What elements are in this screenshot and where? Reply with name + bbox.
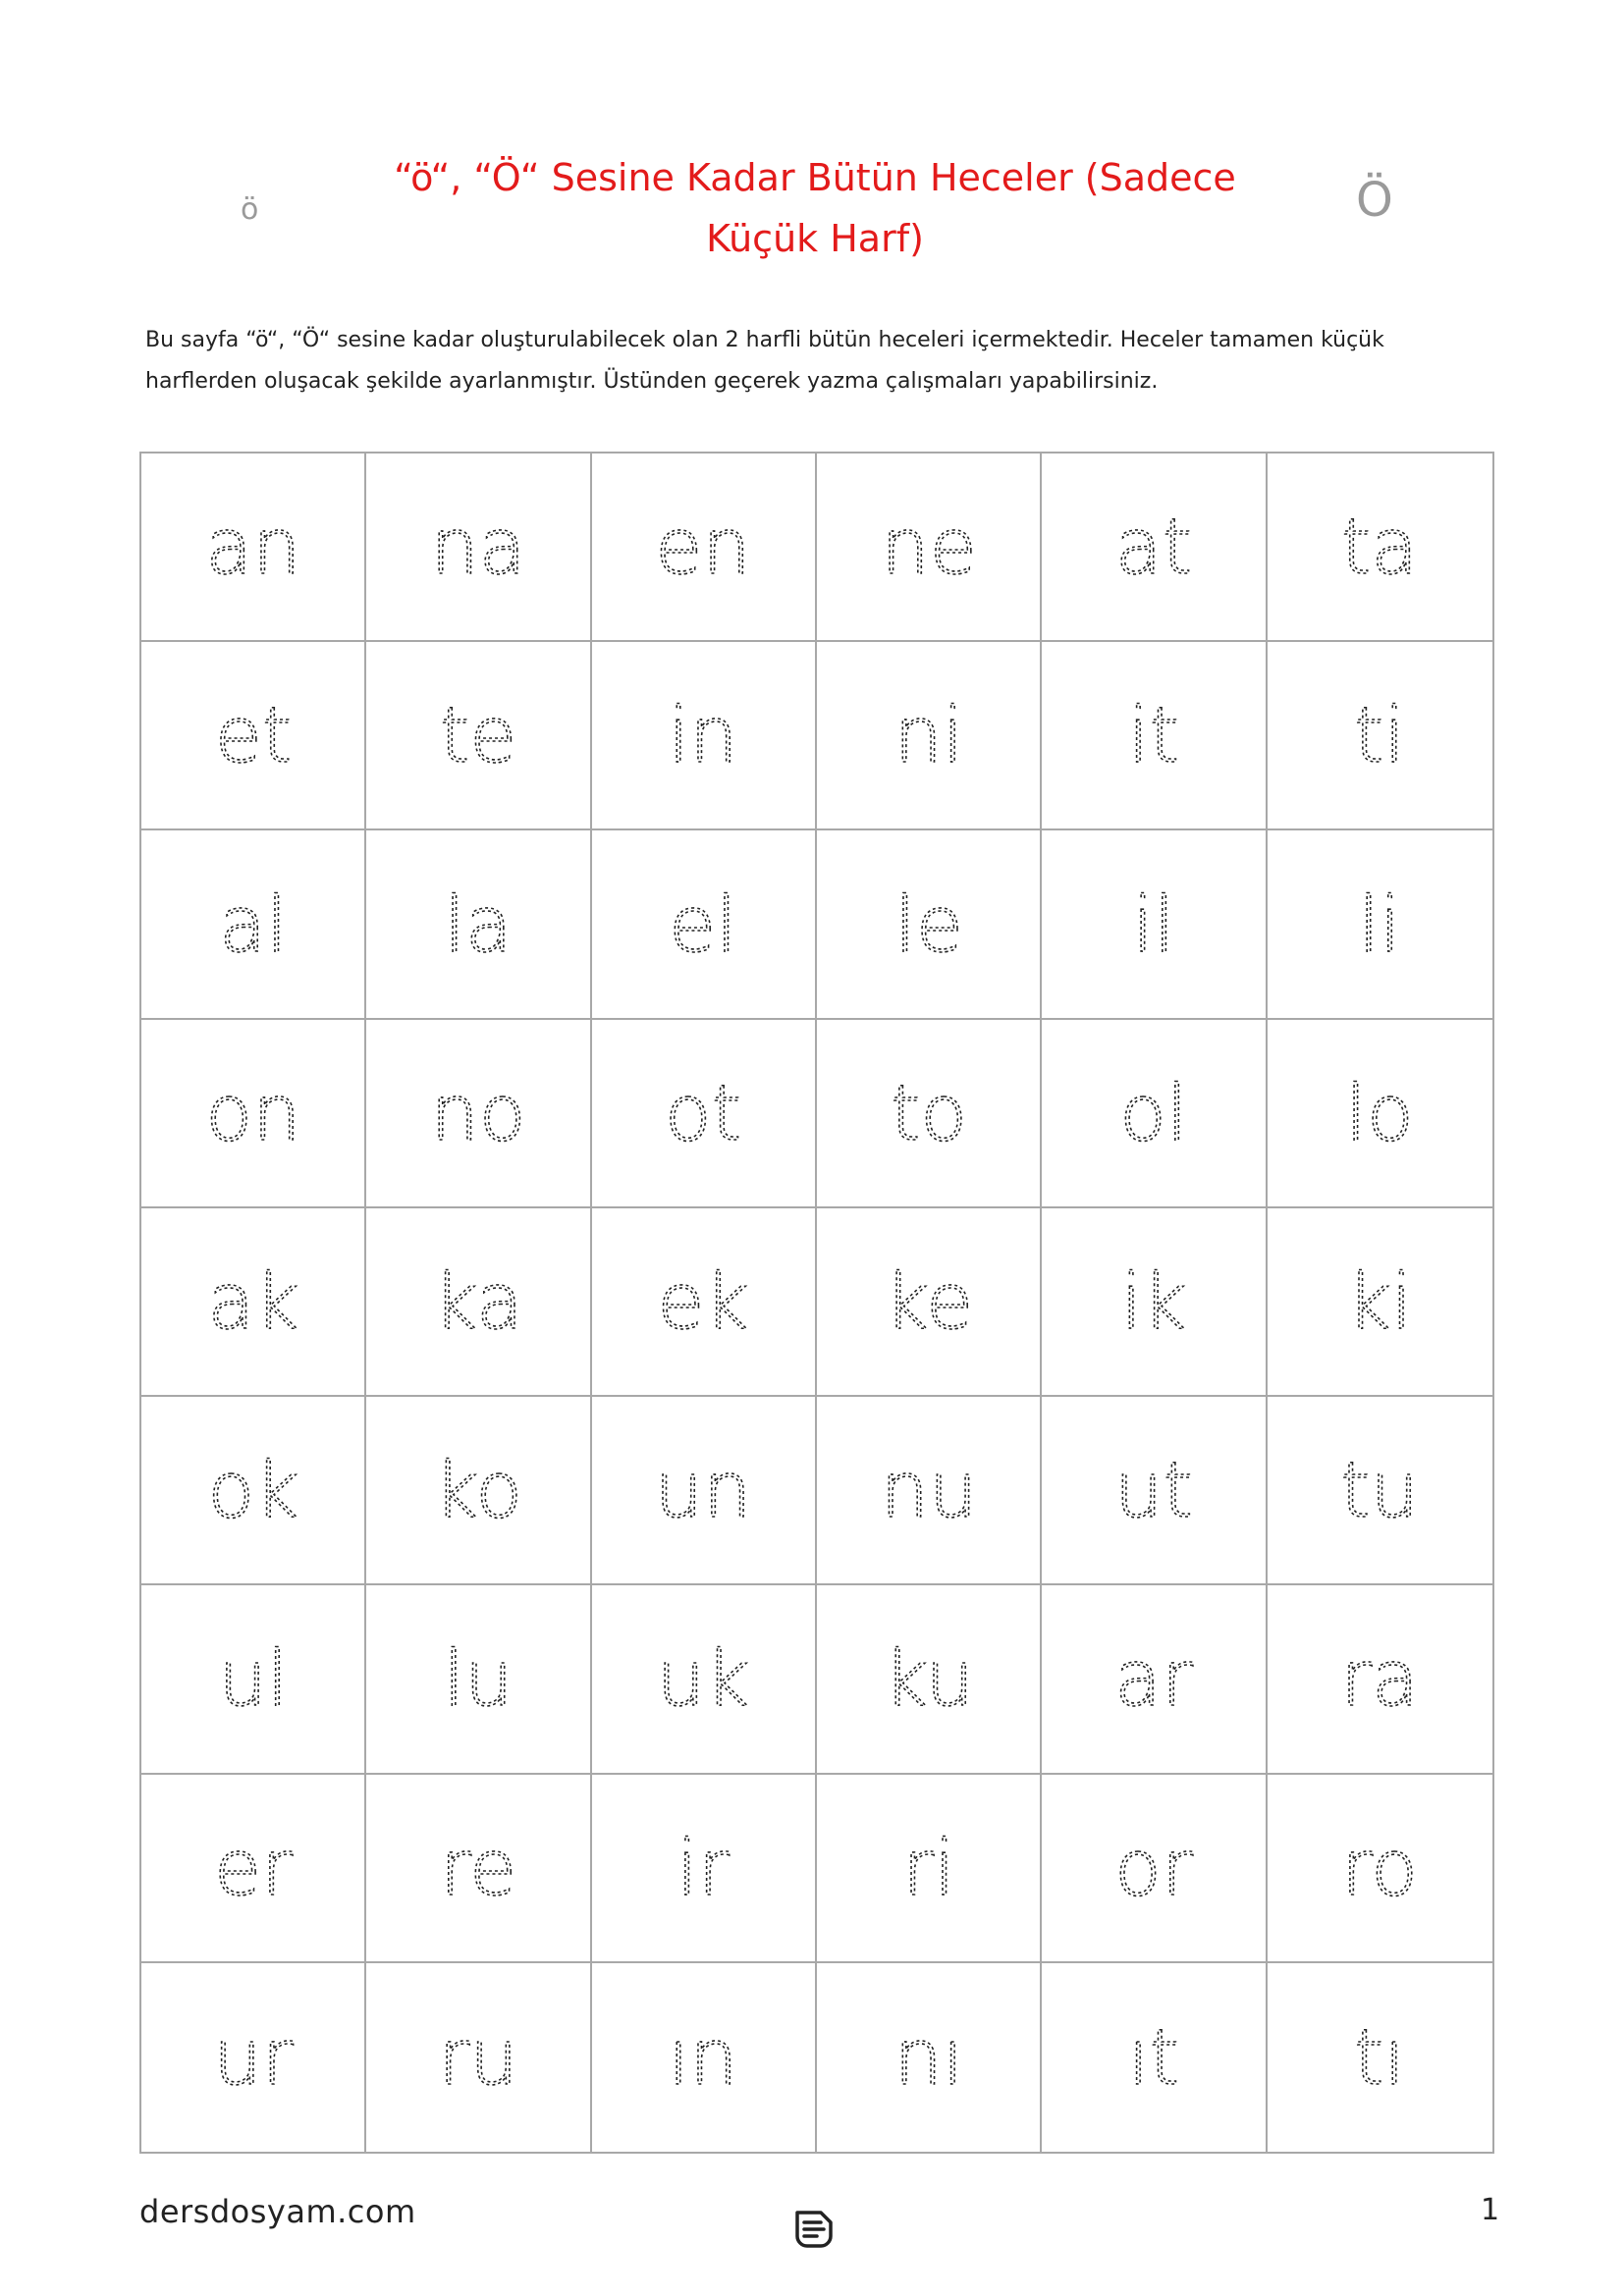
syllable-cell — [1268, 1963, 1492, 2152]
syllable-tracing-text: ir — [677, 1824, 731, 1913]
syllable-cell — [366, 1020, 591, 1208]
syllable-cell — [1042, 642, 1267, 830]
syllable-tracing-text: ek — [657, 1257, 749, 1347]
syllable-cell — [592, 1397, 817, 1585]
syllable-tracing-text: to — [890, 1069, 967, 1158]
syllable-tracing-text: ki — [1346, 1257, 1413, 1347]
syllable-tracing-text: it — [1127, 692, 1180, 781]
syllable-cell — [1268, 454, 1492, 642]
decorative-big-letter: Ö — [1356, 173, 1393, 228]
syllable-tracing-text: ri — [901, 1824, 955, 1913]
syllable-tracing-text: na — [430, 504, 526, 593]
syllable-tracing-text: an — [205, 504, 301, 593]
syllable-tracing-text: no — [430, 1069, 526, 1158]
syllable-tracing-text: ko — [433, 1447, 523, 1536]
document-lines-icon — [791, 2207, 837, 2252]
syllable-cell — [141, 1775, 366, 1963]
syllable-tracing-text: li — [1358, 881, 1401, 970]
page-title — [353, 147, 1276, 269]
syllable-cell — [817, 830, 1042, 1019]
syllable-tracing-text: te — [439, 692, 517, 781]
syllable-cell — [366, 1775, 591, 1963]
syllable-cell — [817, 1208, 1042, 1397]
syllable-cell — [817, 1397, 1042, 1585]
title-line-1: “ö“, “Ö“ Sesine Kadar Bütün Heceler (Sadece — [394, 156, 1236, 199]
syllable-cell — [592, 454, 817, 642]
decorative-small-letter: ö — [241, 192, 259, 227]
syllable-tracing-text: ut — [1113, 1447, 1193, 1536]
syllable-cell — [1042, 454, 1267, 642]
syllable-tracing-text: ru — [438, 2013, 518, 2103]
syllable-cell — [366, 830, 591, 1019]
syllable-cell — [141, 1585, 366, 1774]
syllable-cell — [817, 1585, 1042, 1774]
syllable-tracing-text: al — [218, 881, 288, 970]
syllable-cell — [1268, 1020, 1492, 1208]
syllable-cell — [366, 1397, 591, 1585]
syllable-tracing-text: ti — [1354, 692, 1406, 781]
syllable-tracing-text: tu — [1340, 1447, 1420, 1536]
syllable-cell — [1268, 642, 1492, 830]
syllable-tracing-text: ik — [1120, 1257, 1187, 1347]
syllable-tracing-text: ta — [1341, 504, 1419, 593]
syllable-tracing-text: er — [213, 1824, 293, 1913]
syllable-cell — [592, 1585, 817, 1774]
syllable-tracing-text: ak — [207, 1257, 299, 1347]
syllable-tracing-text: il — [1132, 881, 1175, 970]
syllable-cell — [141, 1020, 366, 1208]
syllable-tracing-text: re — [439, 1824, 517, 1913]
syllable-tracing-text: ka — [433, 1257, 523, 1347]
syllable-cell — [592, 830, 817, 1019]
syllable-cell — [817, 642, 1042, 830]
title-line-2: Küçük Harf) — [706, 217, 924, 260]
syllable-cell — [817, 1963, 1042, 2152]
syllable-tracing-text: nu — [880, 1447, 978, 1536]
syllable-cell — [141, 830, 366, 1019]
syllable-tracing-text: ni — [893, 692, 964, 781]
syllable-cell — [1042, 1585, 1267, 1774]
syllable-tracing-text: et — [214, 692, 292, 781]
syllable-tracing-text: ot — [665, 1069, 742, 1158]
syllable-tracing-text: on — [205, 1069, 301, 1158]
syllable-tracing-text: ro — [1341, 1824, 1419, 1913]
syllable-cell — [1268, 1397, 1492, 1585]
syllable-cell — [1042, 1020, 1267, 1208]
syllable-tracing-text: ke — [884, 1257, 973, 1347]
page-number: 1 — [1481, 2193, 1500, 2227]
syllable-cell — [1268, 830, 1492, 1019]
syllable-tracing-text: lu — [443, 1635, 514, 1725]
syllable-cell — [366, 642, 591, 830]
syllable-tracing-text: at — [1114, 504, 1193, 593]
syllable-tracing-grid — [139, 452, 1494, 2154]
footer-site-link[interactable]: dersdosyam.com — [139, 2193, 416, 2230]
syllable-cell — [1042, 830, 1267, 1019]
syllable-tracing-text: ıt — [1127, 2013, 1180, 2103]
syllable-tracing-text: lo — [1345, 1069, 1415, 1158]
syllable-cell — [817, 454, 1042, 642]
syllable-cell — [141, 1963, 366, 2152]
syllable-tracing-text: in — [668, 692, 738, 781]
syllable-cell — [366, 454, 591, 642]
syllable-cell — [1042, 1208, 1267, 1397]
syllable-tracing-text: la — [444, 881, 513, 970]
syllable-cell — [817, 1020, 1042, 1208]
syllable-cell — [592, 1020, 817, 1208]
syllable-tracing-text: ku — [883, 1635, 974, 1725]
description-text: Bu sayfa “ö“, “Ö“ sesine kadar oluşturulabilecek olan 2 harfli bütün heceleri içermektedir. Heceler tamamen küçük harflerden oluşacak şekilde ayarlanmıştır. Üstünden geçerek yazma çalışmaları yapabilirsiniz. — [145, 328, 1384, 394]
syllable-tracing-text: uk — [657, 1635, 750, 1725]
syllable-tracing-text: tı — [1354, 2013, 1406, 2103]
syllable-cell — [817, 1775, 1042, 1963]
syllable-tracing-text: ok — [207, 1447, 299, 1536]
syllable-cell — [1268, 1585, 1492, 1774]
syllable-cell — [1268, 1208, 1492, 1397]
syllable-tracing-text: ur — [212, 2013, 294, 2103]
syllable-cell — [592, 1208, 817, 1397]
syllable-tracing-text: un — [654, 1447, 752, 1536]
syllable-cell — [141, 642, 366, 830]
syllable-cell — [141, 454, 366, 642]
syllable-cell — [1042, 1397, 1267, 1585]
syllable-tracing-text: ar — [1114, 1635, 1193, 1725]
syllable-cell — [592, 1775, 817, 1963]
syllable-cell — [1042, 1775, 1267, 1963]
syllable-cell — [592, 1963, 817, 2152]
syllable-tracing-text: or — [1114, 1824, 1193, 1913]
syllable-tracing-text: nı — [893, 2013, 964, 2103]
syllable-cell — [1268, 1775, 1492, 1963]
syllable-tracing-text: le — [893, 881, 963, 970]
syllable-tracing-text: ul — [218, 1635, 289, 1725]
syllable-cell — [366, 1585, 591, 1774]
syllable-tracing-text: el — [669, 881, 738, 970]
syllable-tracing-text: en — [655, 504, 752, 593]
syllable-cell — [141, 1397, 366, 1585]
syllable-tracing-text: ra — [1340, 1635, 1420, 1725]
syllable-cell — [592, 642, 817, 830]
syllable-cell — [1042, 1963, 1267, 2152]
syllable-tracing-text: ol — [1119, 1069, 1188, 1158]
syllable-tracing-text: ın — [668, 2013, 738, 2103]
syllable-cell — [366, 1963, 591, 2152]
syllable-tracing-text: ne — [880, 504, 977, 593]
syllable-cell — [141, 1208, 366, 1397]
syllable-cell — [366, 1208, 591, 1397]
